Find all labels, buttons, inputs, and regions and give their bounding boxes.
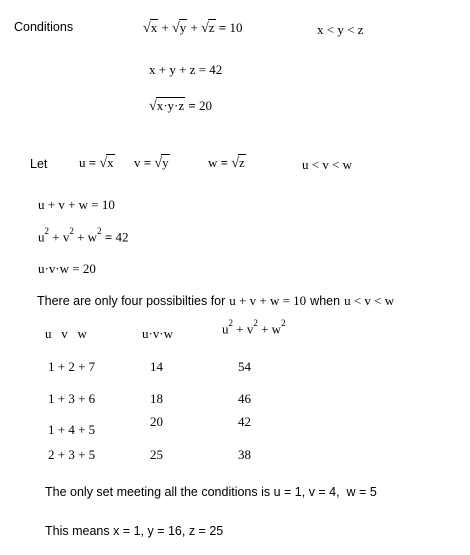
table-row-triple: 2 + 3 + 5 (48, 447, 96, 462)
table-row-squares: 38 (238, 447, 251, 462)
possibilities-sentence: There are only four possibilties for u + v + w = 10 when u < v < w (37, 293, 395, 308)
substitution-v: v = √y (134, 155, 169, 171)
table-row-product: 18 (150, 391, 163, 406)
table-row-squares: 54 (238, 359, 251, 374)
equation-order-uvw: u < v < w (302, 157, 353, 172)
substitution-w: w = √z (208, 155, 245, 171)
equation-sqrt-product: √x·y·z = 20 (149, 98, 213, 114)
conclusion-text: The only set meeting all the conditions is u = 1, v = 4, w = 5 (45, 485, 377, 499)
table-row-squares: 42 (238, 414, 251, 429)
table-row-triple: 1 + 3 + 6 (48, 391, 96, 406)
equation-sqrt-sum: √x + √y + √z = 10 (143, 20, 243, 36)
table-header-product: u·v·w (142, 326, 174, 341)
table-header-triple: u v w (45, 326, 87, 341)
table-row-triple: 1 + 4 + 5 (48, 422, 96, 437)
table-row-product: 25 (150, 447, 163, 462)
equation-uvw-sum: u + v + w = 10 (38, 197, 115, 212)
table-row-product: 14 (150, 359, 163, 374)
table-row-triple: 1 + 2 + 7 (48, 359, 96, 374)
equation-sum: x + y + z = 42 (149, 62, 223, 77)
result-text: This means x = 1, y = 16, z = 25 (45, 524, 224, 538)
equation-order-xyz: x < y < z (317, 22, 364, 37)
let-label: Let (30, 157, 48, 171)
conditions-label: Conditions (14, 20, 74, 34)
equation-uvw-squares: $u^2 + v^2 + w^2 = 42$ (38, 226, 129, 245)
table-row-squares: 46 (238, 391, 251, 406)
equation-uvw-product: u·v·w = 20 (38, 261, 96, 276)
table-header-squares: $u^2 + v^2 + w^2$ (222, 318, 286, 337)
substitution-u: u = √x (79, 155, 114, 171)
table-row-product: 20 (150, 414, 163, 429)
